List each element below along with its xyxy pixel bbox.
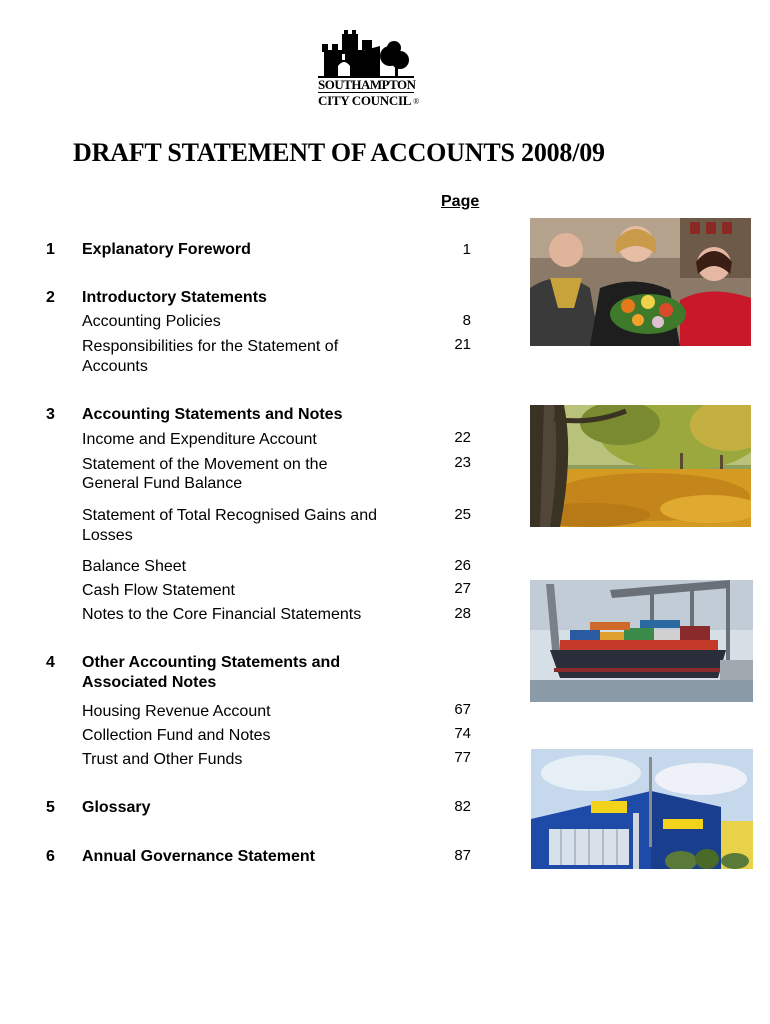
toc-item-label: Losses xyxy=(82,527,133,544)
toc-item-label: Collection Fund and Notes xyxy=(82,727,271,744)
section-title: Other Accounting Statements and xyxy=(82,654,341,671)
page-number: 21 xyxy=(454,336,471,353)
section-number: 2 xyxy=(46,289,55,306)
castle-icon xyxy=(318,30,414,78)
page-number: 27 xyxy=(454,580,471,597)
logo-text-southampton: SOUTHAMPTON xyxy=(318,77,416,92)
page-number: 25 xyxy=(454,506,471,523)
toc-item-label: Housing Revenue Account xyxy=(82,703,271,720)
photo-container-ship xyxy=(530,580,753,702)
page-number: 23 xyxy=(454,454,471,471)
photo-autumn-park xyxy=(530,405,751,527)
toc-item-label: Statement of the Movement on the xyxy=(82,456,328,473)
toc-item-label: Accounts xyxy=(82,358,148,375)
registered-mark: ® xyxy=(413,97,419,107)
toc-item-label: Notes to the Core Financial Statements xyxy=(82,606,362,623)
page-number: 1 xyxy=(462,241,471,258)
section-number: 1 xyxy=(46,241,55,258)
section-number: 4 xyxy=(46,654,55,671)
page-number: 74 xyxy=(454,725,471,742)
toc-item-label: Accounting Policies xyxy=(82,313,221,330)
section-title: Accounting Statements and Notes xyxy=(82,406,343,423)
section-title: Annual Governance Statement xyxy=(82,848,315,865)
section-number: 6 xyxy=(46,848,55,865)
section-title: Associated Notes xyxy=(82,674,217,691)
section-number: 3 xyxy=(46,406,55,423)
toc-item-label: Statement of Total Recognised Gains and xyxy=(82,507,377,524)
photo-retail-building xyxy=(531,749,753,869)
page-number: 22 xyxy=(454,429,471,446)
page-number: 82 xyxy=(454,798,471,815)
page-number: 87 xyxy=(454,847,471,864)
council-logo xyxy=(318,30,428,110)
page-number: 67 xyxy=(454,701,471,718)
page-number: 77 xyxy=(454,749,471,766)
toc-item-label: Income and Expenditure Account xyxy=(82,431,317,448)
page-number: 28 xyxy=(454,605,471,622)
photo-civic-presentation xyxy=(530,218,751,346)
toc-item-label: Cash Flow Statement xyxy=(82,582,235,599)
document-title: DRAFT STATEMENT OF ACCOUNTS 2008/09 xyxy=(73,138,605,167)
toc-item-label: Trust and Other Funds xyxy=(82,751,243,768)
toc-item-label: Balance Sheet xyxy=(82,558,187,575)
page-number: 26 xyxy=(454,557,471,574)
section-title: Introductory Statements xyxy=(82,289,267,306)
page-number: 8 xyxy=(462,312,471,329)
page-column-heading: Page xyxy=(441,193,480,210)
section-number: 5 xyxy=(46,799,55,816)
logo-text-city-council: CITY COUNCIL ® xyxy=(318,93,419,108)
section-title: Explanatory Foreword xyxy=(82,241,251,258)
toc-item-label: General Fund Balance xyxy=(82,475,243,492)
section-title: Glossary xyxy=(82,799,151,816)
toc-item-label: Responsibilities for the Statement of xyxy=(82,338,339,355)
